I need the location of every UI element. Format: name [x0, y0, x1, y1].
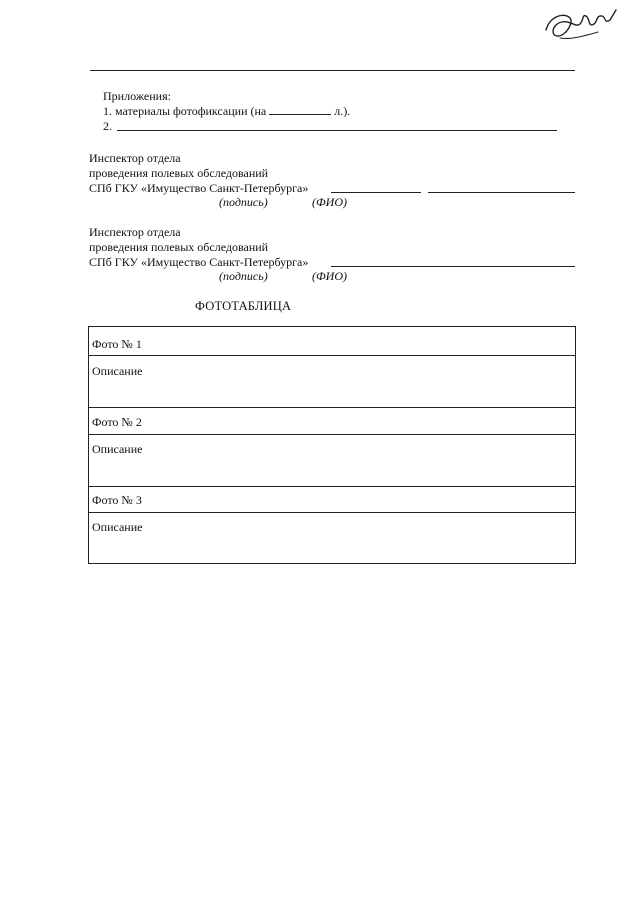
appendix-item-1-suffix: л.). — [334, 104, 351, 118]
inspector2-line3: СПб ГКУ «Имущество Санкт-Петербурга» — [89, 255, 309, 269]
appendix-item-2 — [103, 119, 112, 133]
top-separator-line — [90, 70, 575, 71]
appendix-item-1-prefix: 1. материалы фотофиксации (на — [103, 104, 267, 118]
appendix-item-1 — [103, 104, 350, 118]
photo-1-divider — [89, 355, 575, 356]
inspector2-name-caption: (ФИО) — [312, 269, 347, 283]
phototable — [88, 326, 576, 564]
inspector1-line1: Инспектор отдела — [89, 151, 181, 165]
inspector2-line1: Инспектор отдела — [89, 225, 181, 239]
photo-3-label: Фото № 3 — [92, 493, 142, 507]
inspector1-name-caption: (ФИО) — [312, 195, 347, 209]
appendix-item-2-blank — [117, 130, 557, 131]
appendix-item-2-prefix: 2. — [103, 119, 112, 133]
inspector2-sign-caption: (подпись) — [219, 269, 268, 283]
phototable-title: ФОТОТАБЛИЦА — [195, 299, 292, 313]
inspector2-line2: проведения полевых обследований — [89, 240, 269, 254]
photo-1-label: Фото № 1 — [92, 337, 142, 351]
handwritten-signature — [540, 6, 620, 46]
photo-1-description: Описание — [92, 364, 143, 378]
photo-2-label: Фото № 2 — [92, 415, 142, 429]
inspector1-signature-blank — [331, 192, 421, 193]
inspector2-signature-blank — [331, 266, 575, 267]
inspector1-sign-caption: (подпись) — [219, 195, 268, 209]
photo-2-divider — [89, 434, 575, 435]
photo-2-divider-top — [89, 407, 575, 408]
photo-3-divider-top — [89, 486, 575, 487]
inspector1-line3: СПб ГКУ «Имущество Санкт-Петербурга» — [89, 181, 309, 195]
photo-3-divider — [89, 512, 575, 513]
photo-2-description: Описание — [92, 442, 143, 456]
inspector1-line2: проведения полевых обследований — [89, 166, 269, 180]
inspector1-name-blank — [428, 192, 575, 193]
appendix-title: Приложения: — [103, 89, 171, 103]
sheet-count-blank — [269, 104, 331, 115]
photo-3-description: Описание — [92, 520, 143, 534]
